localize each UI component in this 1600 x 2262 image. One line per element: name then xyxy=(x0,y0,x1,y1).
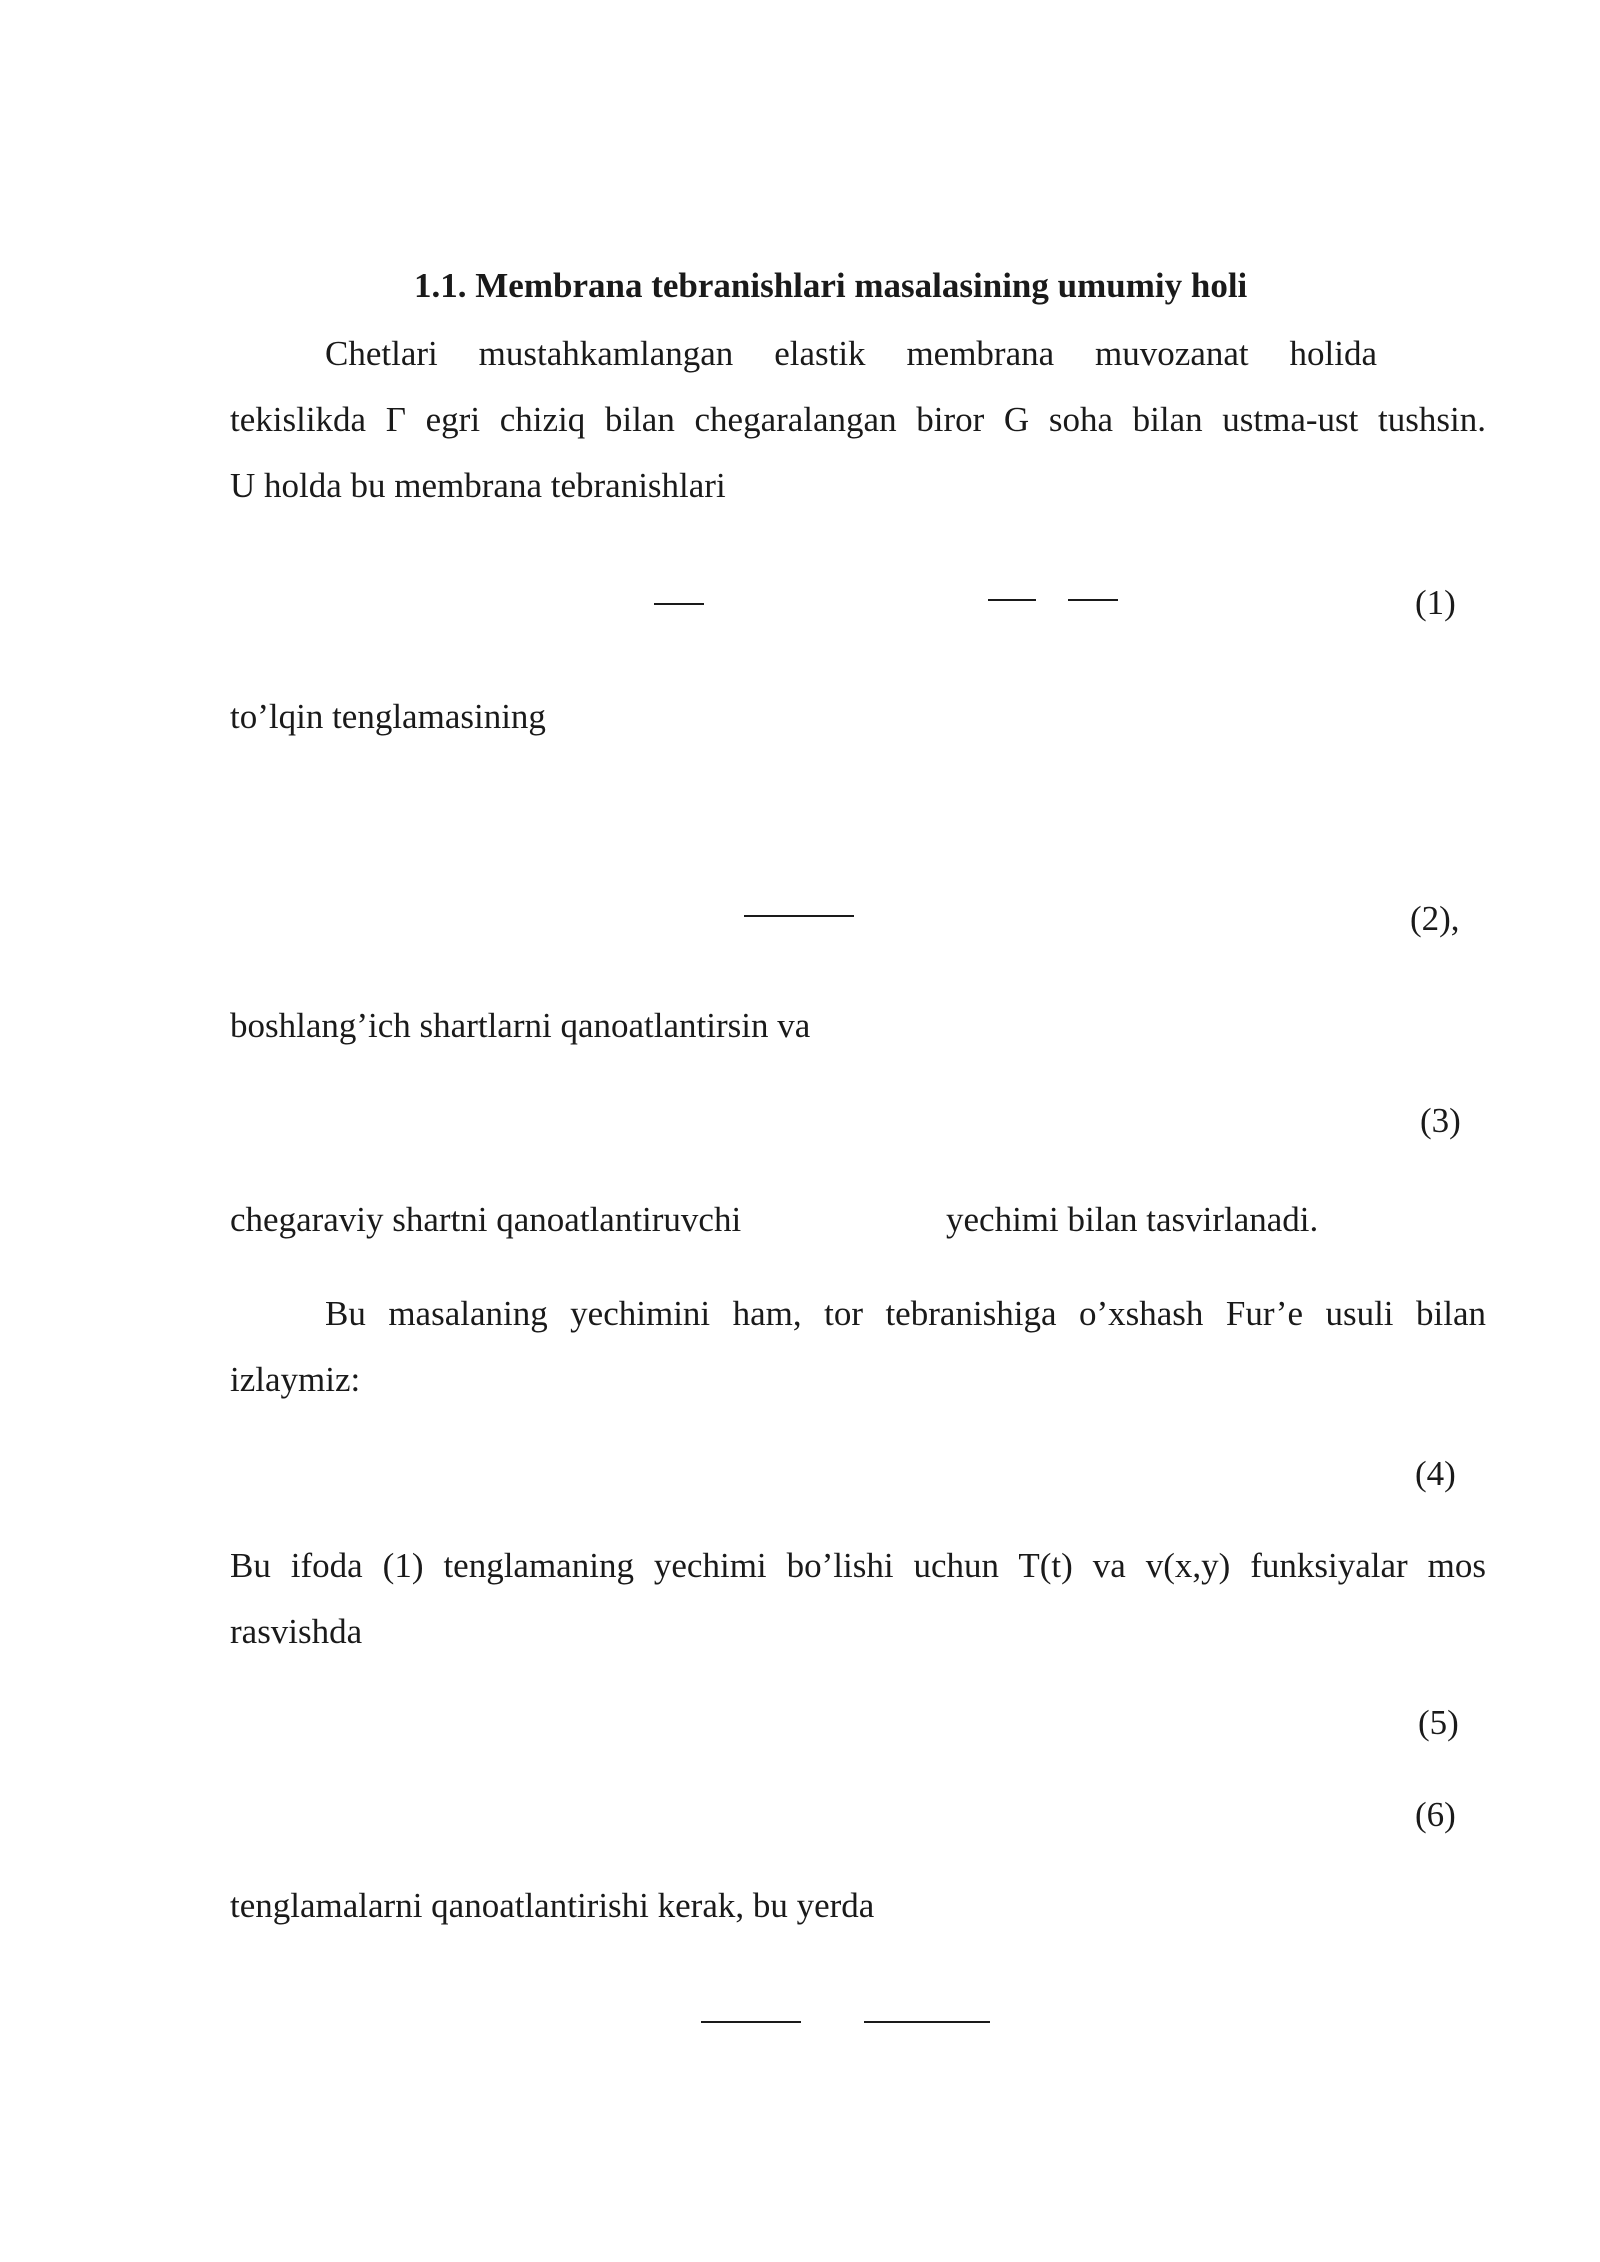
equation-number-4: (4) xyxy=(1415,1454,1456,1493)
equation-2-fraction-bar xyxy=(744,915,854,917)
paragraph-2-line-2: izlaymiz: xyxy=(230,1360,361,1399)
equation-number-3: (3) xyxy=(1420,1101,1461,1140)
initial-conditions-text: boshlang’ich shartlarni qanoatlantirsin va xyxy=(230,1006,811,1045)
equation-1-fraction-bar-2 xyxy=(988,599,1036,601)
paragraph-1-line-2: tekislikda Γ egri chiziq bilan chegaralangan biror G soha bilan ustma-ust tushsin. xyxy=(230,400,1486,439)
equation-number-1: (1) xyxy=(1415,583,1456,622)
paragraph-4-text: tenglamalarni qanoatlantirishi kerak, bu yerda xyxy=(230,1886,875,1925)
section-heading: 1.1. Membrana tebranishlari masalasining umumiy holi xyxy=(414,266,1248,305)
final-fraction-bar-2 xyxy=(864,2021,990,2023)
paragraph-2-line-1: Bu masalaning yechimini ham, tor tebranishiga o’xshash Fur’e usuli bilan xyxy=(325,1294,1486,1333)
wave-equation-label: to’lqin tenglamasining xyxy=(230,697,546,736)
paragraph-3-line-1: Bu ifoda (1) tenglamaning yechimi bo’lishi uchun T(t) va v(x,y) funksiyalar mos xyxy=(230,1546,1486,1585)
boundary-condition-text-part-2: yechimi bilan tasvirlanadi. xyxy=(946,1200,1319,1239)
equation-number-2: (2), xyxy=(1410,899,1460,938)
equation-1-fraction-bar-3 xyxy=(1068,599,1118,601)
boundary-condition-text-part-1: chegaraviy shartni qanoatlantiruvchi xyxy=(230,1200,742,1239)
equation-1-fraction-bar-1 xyxy=(654,603,704,605)
equation-number-6: (6) xyxy=(1415,1795,1456,1834)
paragraph-1-line-3: U holda bu membrana tebranishlari xyxy=(230,466,726,505)
equation-number-5: (5) xyxy=(1418,1703,1459,1742)
paragraph-1-line-1: Chetlari mustahkamlangan elastik membrana muvozanat holida xyxy=(325,334,1377,373)
paragraph-3-line-2: rasvishda xyxy=(230,1612,363,1651)
final-fraction-bar-1 xyxy=(701,2021,801,2023)
